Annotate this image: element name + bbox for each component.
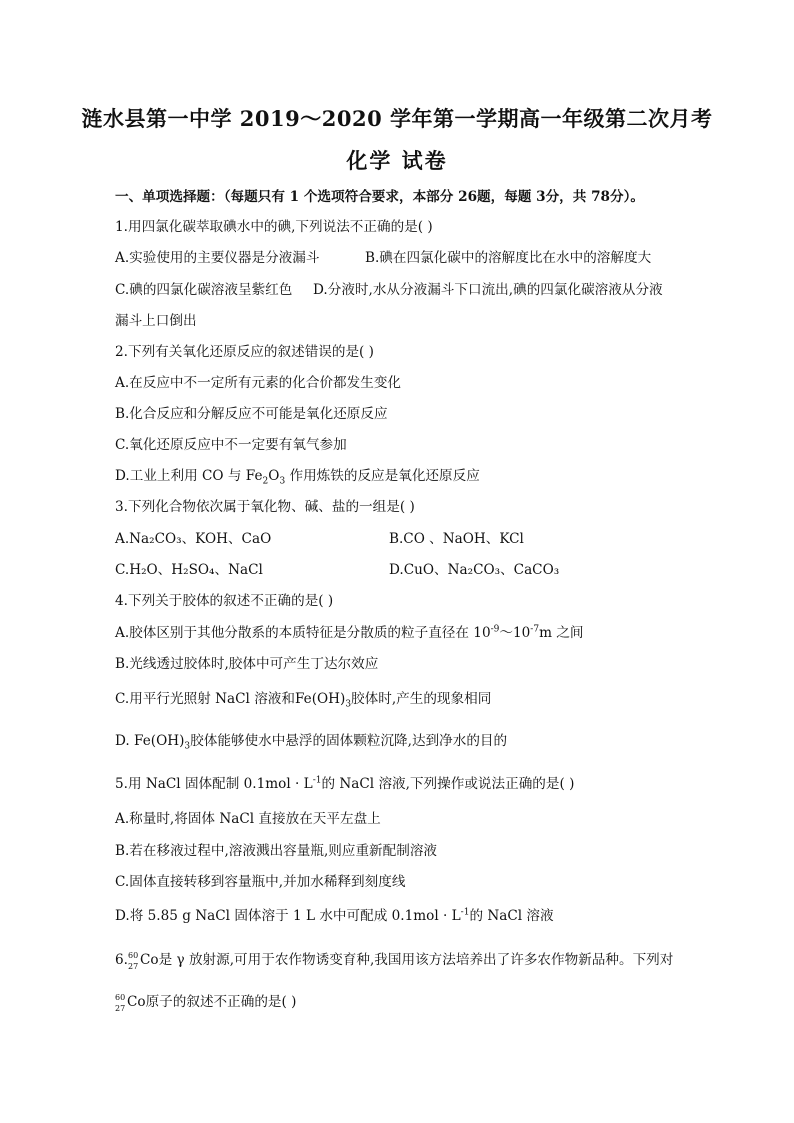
q1-option-c: C.碘的四氯化碳溶液呈紫红色 [115,282,293,298]
isotope-notation: 60 27 [127,951,139,971]
q2-option-c: C.氧化还原反应中不一定要有氧气参加 [115,437,347,453]
q1-option-a: A.实验使用的主要仪器是分液漏斗 [115,250,320,266]
q5-option-a: A.称量时,将固体 NaCl 直接放在天平左盘上 [115,811,381,827]
q2-stem: 2.下列有关氧化还原反应的叙述错误的是( ) [115,344,374,360]
q3-option-c: C.H₂O、H₂SO₄、NaCl [115,562,263,578]
q5-option-c: C.固体直接转移到容量瓶中,并加水稀释到刻度线 [115,874,406,890]
q1-option-d-line1: D.分液时,水从分液漏斗下口流出,碘的四氯化碳溶液从分液 [313,282,663,298]
exam-title: 涟水县第一中学 2019～2020 学年第一学期高一年级第二次月考 [81,106,713,131]
exam-subtitle: 化学 试卷 [346,148,448,173]
q1-option-d-line2: 漏斗上口倒出 [115,313,197,329]
q4-option-d: D. $Fe(OH)_3$胶体能够使水中悬浮的固体颗粒沉降,达到净水的目的 [115,733,508,752]
q5-option-b: B.若在移液过程中,溶液溅出容量瓶,则应重新配制溶液 [115,843,438,859]
q1-option-b: B.碘在四氯化碳中的溶解度比在水中的溶解度大 [365,250,652,266]
q1-stem: 1.用四氯化碳萃取碘水中的碘,下列说法不正确的是( ) [115,219,433,235]
q3-option-d: D.CuO、Na₂CO₃、CaCO₃ [389,562,560,578]
q4-option-b: B.光线透过胶体时,胶体中可产生丁达尔效应 [115,656,379,672]
q4-option-a: A.胶体区别于其他分散系的本质特征是分散质的粒子直径在 $10^{-9}\sim 10^{-7}m$ 之间 [115,624,584,641]
q4-option-c: C.用平行光照射 NaCl 溶液和$Fe(OH)_3$胶体时,产生的现象相同 [115,691,492,710]
isotope-notation: 60 27 [115,993,126,1013]
q3-option-a: A.Na₂CO₃、KOH、CaO [115,531,272,547]
q2-option-d: D.工业上利用 CO 与 $Fe_2O_3$ 作用炼铁的反应是氧化还原反应 [115,468,480,487]
q5-option-d: D.将 5.85 g NaCl 固体溶于 1 L 水中可配成 $0.1mol \cdot L^{-1}$的 NaCl 溶液 [115,907,554,924]
q6-stem-line1: 6. 60 27 Co是 γ 放射源,可用于农作物诱变育种,我国用该方法培养出了许多农作物新品种。下列对 [115,951,674,971]
q2-option-a: A.在反应中不一定所有元素的化合价都发生变化 [115,375,402,391]
q2-option-b: B.化合反应和分解反应不可能是氧化还原反应 [115,406,388,422]
section-heading: 一、单项选择题：（每题只有 1 个选项符合要求，本部分 26题，每题 3分，共 78分）。 [115,189,644,205]
q6-stem-line2: 60 27 Co原子的叙述不正确的是( ) [115,993,297,1013]
q5-stem: 5.用 NaCl 固体配制 $0.1mol \cdot L^{-1}$的 NaCl 溶液,下列操作或说法正确的是( ) [115,775,575,792]
q4-stem: 4.下列关于胶体的叙述不正确的是( ) [115,593,334,609]
q3-option-b: B.CO 、NaOH、KCl [389,531,524,547]
q3-stem: 3.下列化合物依次属于氧化物、碱、盐的一组是( ) [115,499,415,515]
